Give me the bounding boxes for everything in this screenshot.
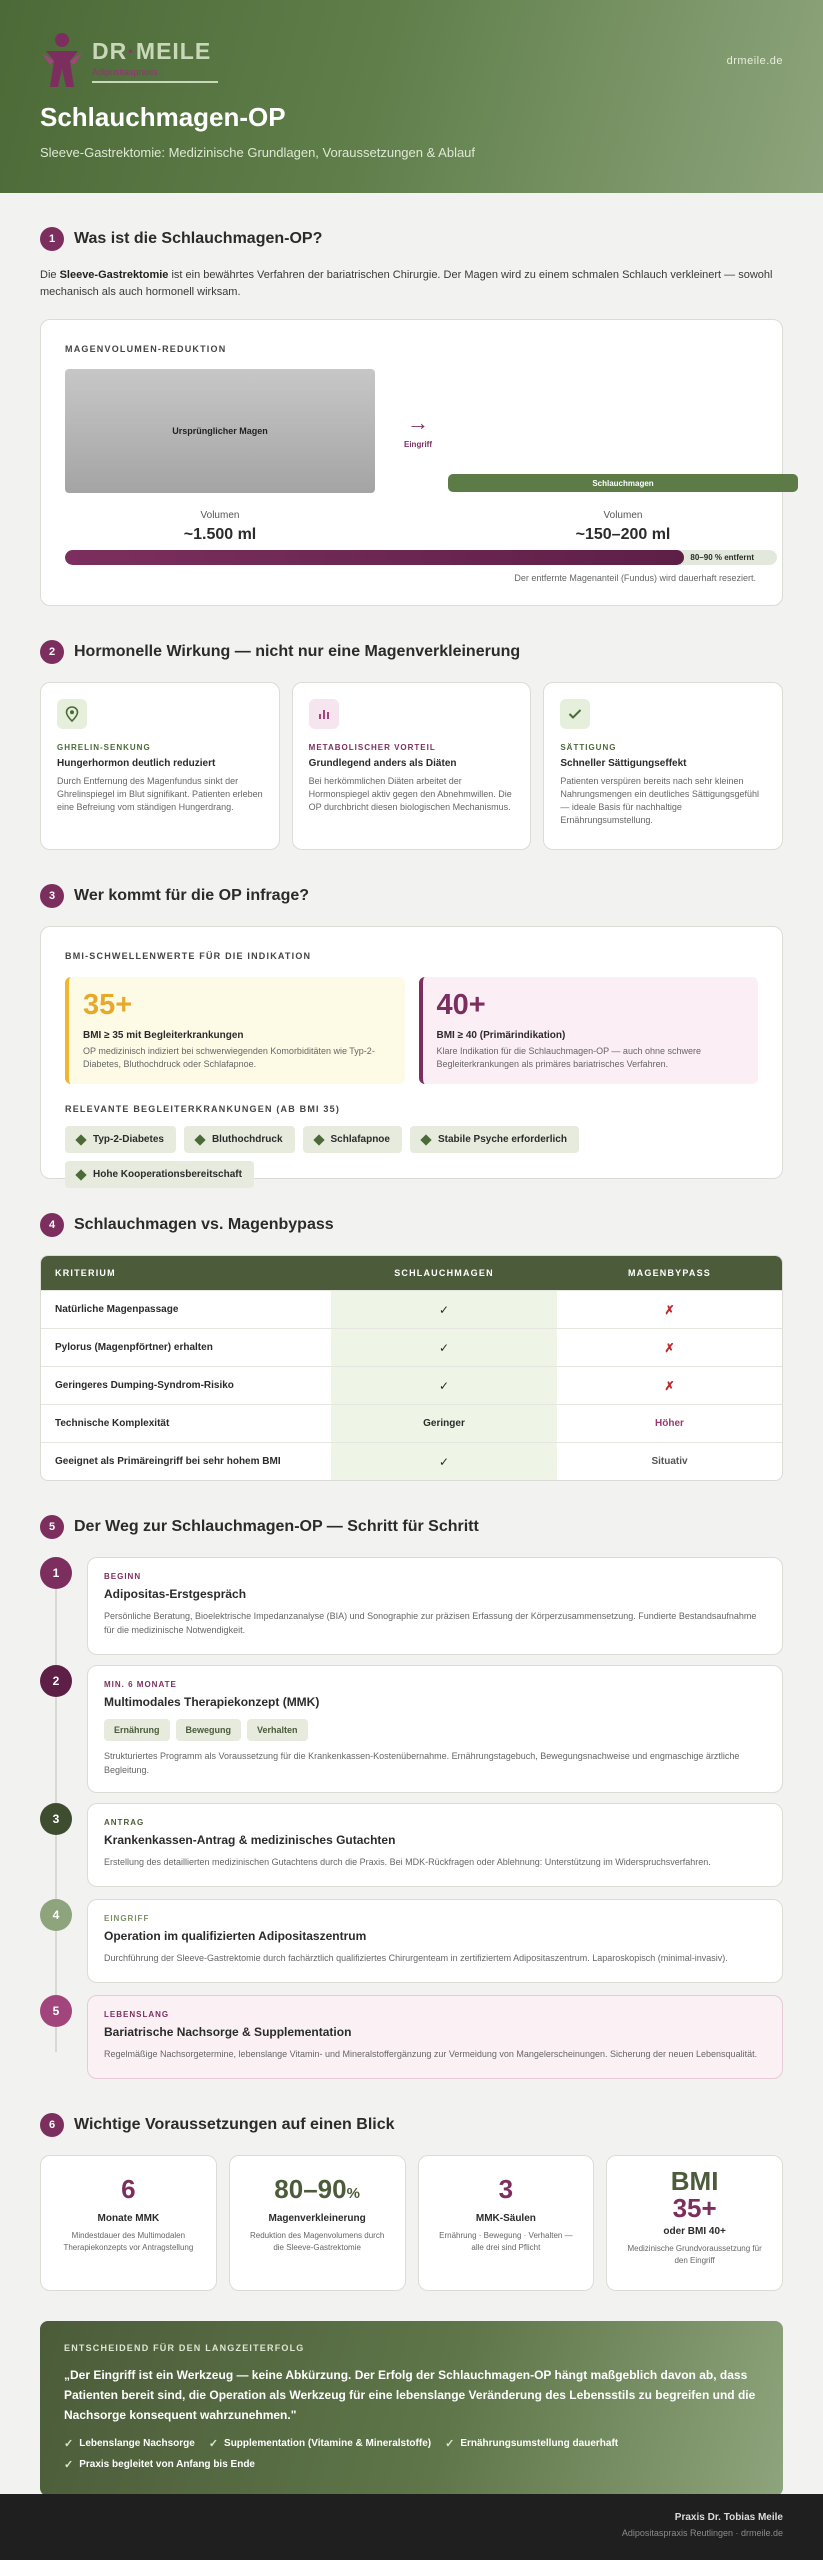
comorbidity-pill [65, 1161, 254, 1188]
comorbidity-pill [410, 1126, 579, 1153]
card-title: Grundlegend anders als Diäten [308, 758, 457, 769]
stat-label: MMK-Säulen [475, 2213, 536, 2224]
section-title: Schlauchmagen vs. Magenbypass [74, 1216, 334, 1233]
hero-header [0, 0, 823, 193]
step-tag: BEGINN [104, 1572, 142, 1581]
quote-checklist [64, 2437, 759, 2471]
pillar-chips [104, 1719, 766, 1741]
check-item [64, 2458, 759, 2471]
volume-reduction-card [40, 319, 783, 606]
section-title: Der Weg zur Schlauchmagen-OP — Schritt für Schritt [74, 1518, 479, 1535]
stat-value-unit: % [346, 2185, 360, 2202]
sleeve-cell: ✓ [331, 1329, 557, 1366]
check-item [445, 2437, 618, 2450]
sleeve-cell: ✓ [331, 1367, 557, 1404]
comorbidity-caption: RELEVANTE BEGLEITERKRANKUNGEN (AB BMI 35) [65, 1104, 341, 1114]
stat-label: Monate MMK [97, 2213, 160, 2224]
column-header: SCHLAUCHMAGEN [394, 1268, 494, 1278]
step-item [40, 1665, 783, 1803]
bypass-cell: Situativ [651, 1456, 688, 1467]
check-icon: ✓ [445, 2438, 455, 2450]
stat-value: 6 [121, 2174, 136, 2204]
pill-label: Stabile Psyche erforderlich [437, 1134, 567, 1145]
comorbidity-pill [184, 1126, 295, 1153]
intro-post: ist ein bewährtes Verfahren der bariatrischen Chirurgie. Der Magen wird zu einem schmalen Schlauch verkleinert — sowohl mechanisch als auch hormonell wirksam. [40, 269, 773, 298]
comorbidity-pill [65, 1126, 176, 1153]
intro-pre: Die [40, 269, 60, 281]
volume-before-label: Volumen [200, 510, 240, 521]
diamond-icon [75, 1169, 86, 1180]
card-caption: GHRELIN-SENKUNG [57, 743, 151, 752]
step-text: Persönliche Beratung, Bioelektrische Impedanzanalyse (BIA) und Sonographie zur präzisen Erfassung der Körperzusammensetzung. Fundierte Bestandsaufnahme für die medizinische Notwendigkeit. [104, 1611, 757, 1635]
step-card [87, 1995, 783, 2079]
step-tag: EINGRIFF [104, 1914, 150, 1923]
check-icon: ✓ [64, 2459, 74, 2471]
diamond-icon [313, 1134, 324, 1145]
stat-value-top: BMI [670, 2166, 719, 2196]
pill-label: Typ-2-Diabetes [93, 1134, 164, 1145]
step-card [87, 1665, 783, 1793]
section-number: 6 [40, 2113, 64, 2137]
bmi-title: BMI ≥ 40 (Primärindikation) [436, 1030, 566, 1041]
step-number: 2 [40, 1665, 72, 1697]
logo[interactable] [40, 30, 783, 90]
section-1-heading [40, 227, 783, 251]
card-title: Schneller Sättigungseffekt [560, 758, 687, 769]
section-5-heading [40, 1515, 783, 1539]
volume-before-value: ~1.500 ml [183, 526, 257, 543]
page-subtitle: Sleeve-Gastrektomie: Medizinische Grundlagen, Voraussetzungen & Ablauf [40, 145, 476, 160]
page-title: Schlauchmagen-OP [40, 102, 286, 132]
comparison-table [40, 1255, 783, 1481]
stat-label: oder BMI 40+ [663, 2226, 726, 2237]
section-title: Was ist die Schlauchmagen-OP? [74, 230, 323, 247]
original-stomach-block: Ursprünglicher Magen [65, 369, 375, 493]
section-title: Hormonelle Wirkung — nicht nur eine Magenverkleinerung [74, 643, 521, 660]
step-item [40, 1899, 783, 1995]
step-card [87, 1803, 783, 1887]
footer-practice-name: Praxis Dr. Tobias Meile [674, 2512, 783, 2523]
footer-subline[interactable]: Adipositaspraxis Reutlingen · drmeile.de [621, 2528, 783, 2538]
bmi-35-box [65, 977, 405, 1084]
table-header-row [41, 1256, 782, 1290]
chart-icon [309, 699, 339, 729]
pillar-chip: Verhalten [247, 1719, 308, 1741]
step-number: 1 [40, 1557, 72, 1589]
arrow-label: Eingriff [404, 440, 432, 449]
diamond-icon [194, 1134, 205, 1145]
pillar-chip: Ernährung [104, 1719, 170, 1741]
stat-value-main: 80–90 [274, 2174, 347, 2204]
step-title: Operation im qualifizierten Adipositaszentrum [104, 1929, 367, 1943]
stat-card [418, 2155, 595, 2291]
bmi-card [40, 926, 783, 1179]
comorbidity-pill [303, 1126, 402, 1153]
arrow-right-icon: → [407, 410, 429, 435]
section-title: Wer kommt für die OP infrage? [74, 887, 310, 904]
step-tag: LEBENSLANG [104, 2010, 170, 2019]
section-number: 3 [40, 884, 64, 908]
table-row [41, 1404, 782, 1442]
stat-text: Reduktion des Magenvolumens durch die Sleeve-Gastrektomie [249, 2231, 385, 2252]
stat-text: Ernährung · Bewegung · Verhalten — alle drei sind Pflicht [439, 2231, 573, 2252]
criterion-cell: Pylorus (Magenpförtner) erhalten [55, 1342, 213, 1353]
pill-label: Bluthochdruck [211, 1134, 283, 1145]
check-label: Praxis begleitet von Anfang bis Ende [79, 2459, 255, 2470]
stat-label: Magenverkleinerung [268, 2213, 366, 2224]
pill-label: Schlafapnoe [330, 1134, 390, 1145]
table-row [41, 1328, 782, 1366]
stat-value: 35+ [672, 2193, 717, 2223]
column-header: KRITERIUM [55, 1268, 116, 1278]
criterion-cell: Geringeres Dumping-Syndrom-Risiko [55, 1380, 234, 1391]
procedure-arrow [401, 412, 435, 449]
pin-icon [57, 699, 87, 729]
section-6-heading [40, 2113, 783, 2137]
section-number: 1 [40, 227, 64, 251]
logo-name-part2: MEILE [135, 37, 212, 64]
bmi-40-box [419, 977, 759, 1084]
check-label: Ernährungsumstellung dauerhaft [460, 2438, 619, 2449]
section-4-heading [40, 1213, 783, 1237]
removal-label: 80–90 % entfernt [690, 553, 754, 562]
sleeve-cell: ✓ [331, 1291, 557, 1328]
pillar-chip: Bewegung [176, 1719, 242, 1741]
logo-tagline: Adipositaspraxis [92, 66, 158, 77]
step-title: Multimodales Therapiekonzept (MMK) [104, 1695, 320, 1709]
step-item [40, 1557, 783, 1665]
section-number: 4 [40, 1213, 64, 1237]
step-number: 4 [40, 1899, 72, 1931]
key-stats [40, 2155, 783, 2291]
logo-name-part1: DR [92, 37, 128, 64]
table-row [41, 1366, 782, 1404]
site-link[interactable]: drmeile.de [726, 55, 783, 67]
bmi-title: BMI ≥ 35 mit Begleiterkrankungen [83, 1030, 244, 1041]
bypass-cell: ✗ [664, 1302, 675, 1317]
step-title: Adipositas-Erstgespräch [104, 1587, 247, 1601]
removal-note: Der entfernte Magenanteil (Fundus) wird dauerhaft reseziert. [514, 573, 756, 583]
check-label: Supplementation (Vitamine & Mineralstoffe) [224, 2438, 432, 2449]
card-text: Bei herkömmlichen Diäten arbeitet der Hormonspiegel aktiv gegen den Abnehmwillen. Die OP durchbricht diesen biologischen Mechanismus. [308, 776, 512, 812]
steps-timeline [40, 1557, 783, 2079]
section-title: Wichtige Voraussetzungen auf einen Blick [74, 2116, 395, 2133]
step-card [87, 1899, 783, 1983]
bmi-value: 35+ [83, 989, 133, 1021]
step-item [40, 1803, 783, 1899]
volume-after-value: ~150–200 ml [575, 526, 671, 543]
bmi-text: Klare Indikation für die Schlauchmagen-OP — auch ohne schwere Begleiterkrankungen als primäres bariatrisches Verfahren. [436, 1046, 701, 1069]
step-item [40, 1995, 783, 2079]
stat-text: Medizinische Grundvoraussetzung für den Eingriff [627, 2244, 762, 2265]
card-caption: BMI-SCHWELLENWERTE FÜR DIE INDIKATION [65, 951, 312, 961]
stat-value: 3 [498, 2174, 514, 2204]
stat-text: Mindestdauer des Multimodalen Therapiekonzepts vor Antragstellung [63, 2231, 194, 2252]
table-row [41, 1290, 782, 1328]
bmi-value: 40+ [436, 989, 486, 1021]
step-tag: ANTRAG [104, 1818, 145, 1827]
sleeve-cell: Geringer [331, 1405, 557, 1442]
card-caption: METABOLISCHER VORTEIL [308, 743, 436, 752]
step-text: Regelmäßige Nachsorgetermine, lebenslange Vitamin- und Mineralstoffergänzung zur Vermeidung von Mangelerscheinungen. Sicherung der neuen Lebensqualität. [104, 2049, 758, 2059]
step-text: Strukturiertes Programm als Voraussetzung für die Krankenkassen-Kostenübernahme. Ernährungstagebuch, Bewegungsnachweise und engmaschige ärztliche Begleitung. [104, 1751, 740, 1775]
quote-box [40, 2321, 783, 2496]
logo-underline [92, 81, 218, 83]
intro-text [40, 267, 783, 301]
step-number: 3 [40, 1803, 72, 1835]
card-text: Durch Entfernung des Magenfundus sinkt der Ghrelinspiegel im Blut signifikant. Patienten erleben eine Befreiung vom ständigen Hungerdrang. [57, 776, 263, 812]
bypass-cell: Höher [655, 1418, 684, 1429]
bypass-cell: ✗ [664, 1378, 675, 1393]
bmi-text: OP medizinisch indiziert bei schwerwiegenden Komorbiditäten wie Typ-2-Diabetes, Bluthochdruck oder Schlafapnoe. [83, 1046, 375, 1069]
quote-caption: ENTSCHEIDEND FÜR DEN LANGZEITERFOLG [64, 2343, 305, 2353]
table-row [41, 1442, 782, 1480]
stat-value [230, 2174, 405, 2205]
bmi-thresholds [65, 977, 758, 1084]
card-text: Patienten verspüren bereits nach sehr kleinen Nahrungsmengen ein deutliches Sättigungsgefühl — ideale Basis für nachhaltige Ernährungsumstellung. [560, 776, 759, 825]
section-number: 2 [40, 640, 64, 664]
diamond-icon [75, 1134, 86, 1145]
check-icon: ✓ [208, 2438, 219, 2450]
hormone-card-ghrelin [40, 682, 280, 850]
card-title: Hungerhormon deutlich reduziert [57, 758, 216, 769]
step-text: Erstellung des detaillierten medizinischen Gutachtens durch die Praxis. Bei MDK-Rückfragen oder Ablehnung: Unterstützung im Widerspruchsverfahren. [104, 1857, 711, 1867]
column-header: MAGENBYPASS [627, 1268, 712, 1278]
criterion-cell: Geeignet als Primäreingriff bei sehr hohem BMI [55, 1456, 281, 1467]
criterion-cell: Technische Komplexität [55, 1418, 170, 1429]
step-tag: MIN. 6 MONATE [104, 1680, 177, 1689]
stat-card [606, 2155, 783, 2291]
criterion-cell: Natürliche Magenpassage [55, 1304, 179, 1315]
sleeve-cell: ✓ [331, 1443, 557, 1480]
comorbidity-pills [65, 1126, 758, 1188]
section-number: 5 [40, 1515, 64, 1539]
sleeve-stomach-block: Schlauchmagen [448, 474, 798, 492]
check-label: Lebenslange Nachsorge [79, 2438, 195, 2449]
intro-bold: Sleeve-Gastrektomie [59, 269, 169, 281]
step-number: 5 [40, 1995, 72, 2027]
quote-text: „Der Eingriff ist ein Werkzeug — keine Abkürzung. Der Erfolg der Schlauchmagen-OP hängt maßgeblich davon ab, dass Patienten bereit sind, die Operation als Werkzeug für eine lebenslange Veränderung des Lebensstils zu begreifen und die Nachsorge konsequent wahrzunehmen." [64, 2368, 756, 2422]
card-caption: SÄTTIGUNG [560, 743, 617, 752]
section-3-heading [40, 884, 783, 908]
check-icon [560, 699, 590, 729]
hormone-card-metabolic [292, 682, 532, 850]
check-item [209, 2437, 431, 2450]
section-2-heading [40, 640, 783, 664]
card-caption: MAGENVOLUMEN-REDUKTION [65, 344, 227, 354]
bypass-cell: ✗ [664, 1340, 675, 1355]
main-content [0, 227, 823, 2496]
hormone-card-satiety [543, 682, 783, 850]
hormone-cards [40, 682, 783, 850]
step-text: Durchführung der Sleeve-Gastrektomie durch fachärztlich qualifiziertes Chirurgenteam in zertifiziertem Adipositaszentrum. Laparoskopisch (minimal-invasiv). [104, 1953, 728, 1963]
page-footer [0, 2494, 823, 2560]
stat-card [40, 2155, 217, 2291]
volume-after-label: Volumen [603, 510, 643, 521]
removal-progress-bar [65, 550, 777, 565]
step-title: Krankenkassen-Antrag & medizinisches Gutachten [104, 1833, 396, 1847]
check-icon: ✓ [64, 2438, 74, 2450]
pill-label: Hohe Kooperationsbereitschaft [93, 1169, 242, 1180]
removal-progress-fill [65, 550, 684, 565]
step-title: Bariatrische Nachsorge & Supplementation [104, 2025, 352, 2039]
diamond-icon [420, 1134, 431, 1145]
logo-name-dot: · [127, 37, 136, 64]
step-card [87, 1557, 783, 1655]
stat-card [229, 2155, 406, 2291]
check-item [64, 2437, 195, 2450]
logo-figure-icon [40, 31, 84, 89]
